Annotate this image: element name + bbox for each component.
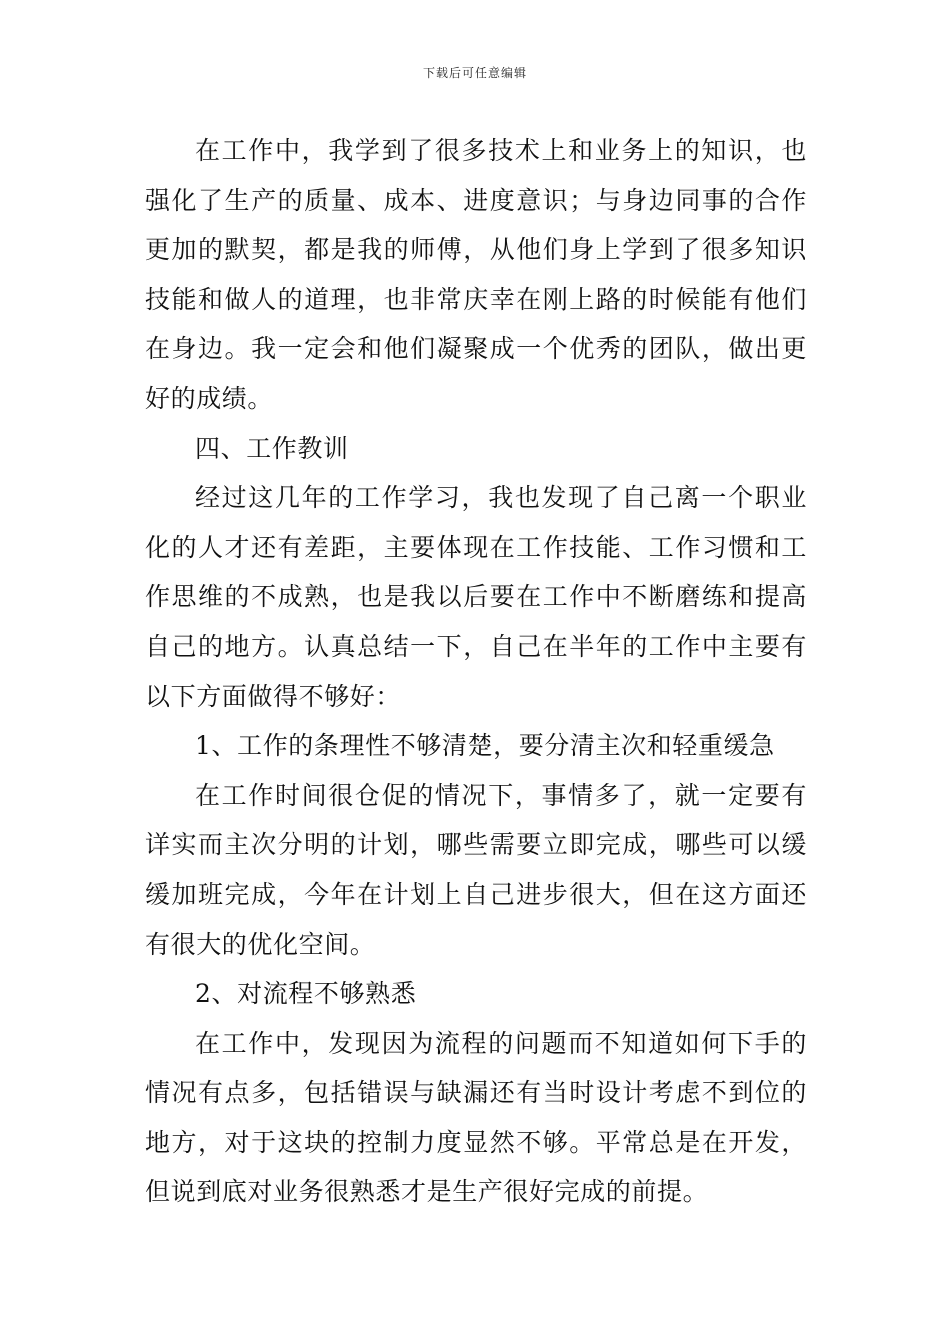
paragraph-item-1: 在工作时间很仓促的情况下，事情多了，就一定要有详实而主次分明的计划，哪些需要立即完成，哪些可以缓缓加班完成，今年在计划上自己进步很大，但在这方面还有很大的优化空间。	[145, 780, 807, 959]
paragraph-item-2: 在工作中，发现因为流程的问题而不知道如何下手的情况有点多，包括错误与缺漏还有当时设计考虑不到位的地方，对于这块的控制力度显然不够。平常总是在开发，但说到底对业务很熟悉才是生产很好完成的前提。	[145, 1028, 807, 1207]
section-heading-lessons: 四、工作教训	[195, 433, 349, 463]
paragraph-lessons-intro: 经过这几年的工作学习，我也发现了自己离一个职业化的人才还有差距，主要体现在工作技能、工作习惯和工作思维的不成熟，也是我以后要在工作中不断磨练和提高自己的地方。认真总结一下，自己在半年的工作中主要有以下方面做得不够好：	[145, 483, 807, 711]
subheading-item-1: 1、工作的条理性不够清楚，要分清主次和轻重缓急	[195, 731, 775, 761]
paragraph-work-gains: 在工作中，我学到了很多技术上和业务上的知识，也强化了生产的质量、成本、进度意识；与身边同事的合作更加的默契，都是我的师傅，从他们身上学到了很多知识技能和做人的道理，也非常庆幸在刚上路的时候能有他们在身边。我一定会和他们凝聚成一个优秀的团队，做出更好的成绩。	[145, 136, 807, 413]
subheading-item-2: 2、对流程不够熟悉	[195, 979, 417, 1009]
document-body	[145, 126, 807, 1217]
header-note: 下载后可任意编辑	[422, 66, 527, 80]
